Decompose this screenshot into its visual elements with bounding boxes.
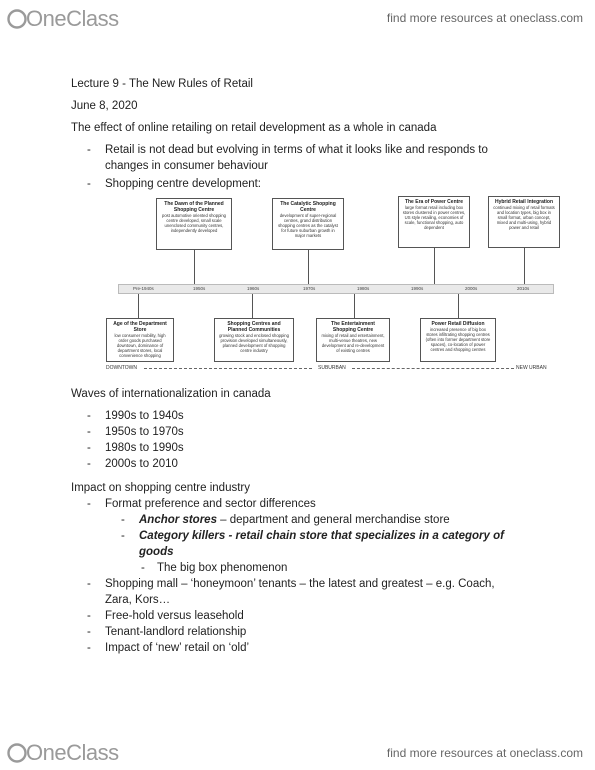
brand-name: OneClass bbox=[26, 740, 119, 765]
dash-bullet: - bbox=[87, 626, 91, 638]
diagram-box bbox=[316, 318, 390, 362]
oneclass-logo-icon bbox=[6, 742, 28, 764]
timeline-label: 1990s bbox=[411, 286, 424, 291]
dash-bullet: - bbox=[87, 144, 91, 156]
connector-line bbox=[138, 294, 139, 318]
axis-label-downtown: DOWNTOWN bbox=[106, 365, 138, 371]
box-body: continued mixing of retail formats and location types, big box in small format, urban concept, mixed and multi-using, hybrid power and retail bbox=[493, 205, 555, 230]
list-item bbox=[71, 440, 571, 456]
section-heading: Impact on shopping centre industry bbox=[71, 482, 250, 494]
oneclass-logo[interactable] bbox=[6, 6, 119, 32]
diagram-box bbox=[214, 318, 294, 362]
list-item-text: 1980s to 1990s bbox=[105, 442, 184, 454]
dash-bullet: - bbox=[87, 178, 91, 190]
list-item-text: Tenant-landlord relationship bbox=[105, 626, 247, 638]
dash-bullet: - bbox=[121, 514, 125, 526]
axis-dashed-line bbox=[352, 368, 514, 369]
list-item bbox=[71, 528, 571, 560]
dash-bullet: - bbox=[121, 530, 125, 542]
axis-dashed-line bbox=[144, 368, 312, 369]
waves-list bbox=[71, 408, 571, 472]
diagram-box bbox=[156, 198, 232, 250]
box-title: Shopping Centres and Planned Communities bbox=[227, 321, 281, 333]
diagram-box bbox=[272, 198, 344, 250]
axis-label-suburban: SUBURBAN bbox=[318, 365, 346, 371]
box-title: Hybrid Retail Integration bbox=[494, 199, 554, 205]
timeline-label: 1960s bbox=[247, 286, 260, 291]
dash-bullet: - bbox=[87, 578, 91, 590]
list-item-text: Zara, Kors… bbox=[105, 594, 171, 606]
box-title: Age of the Department Store bbox=[113, 321, 167, 333]
term-category-killers-cont: goods bbox=[139, 546, 174, 558]
connector-line bbox=[194, 250, 195, 284]
list-item bbox=[71, 560, 571, 576]
box-body: large format retail including box stores clustered in power centres, US style retailing, economies of scale, functional shopping, auto dependent bbox=[402, 205, 466, 230]
timeline-label: Pre-1940s bbox=[133, 286, 154, 291]
shopping-centre-timeline-diagram bbox=[102, 188, 562, 376]
box-title: The Catalytic Shopping Centre bbox=[280, 201, 336, 213]
timeline-label: 1980s bbox=[357, 286, 370, 291]
list-item-text: Impact of ‘new’ retail on ‘old’ bbox=[105, 642, 250, 654]
connector-line bbox=[458, 294, 459, 318]
dash-bullet: - bbox=[141, 562, 145, 574]
term-anchor-stores: Anchor stores bbox=[139, 514, 217, 526]
box-title: The Era of Power Centre bbox=[404, 199, 464, 205]
list-item-text: 2000s to 2010 bbox=[105, 458, 178, 470]
timeline-label: 2000s bbox=[465, 286, 478, 291]
list-item-text: 1950s to 1970s bbox=[105, 426, 184, 438]
list-item bbox=[71, 142, 571, 174]
lecture-title: Lecture 9 - The New Rules of Retail bbox=[71, 78, 253, 90]
connector-line bbox=[434, 248, 435, 284]
section-heading: Waves of internationalization in canada bbox=[71, 388, 271, 400]
axis-label-new-urban: NEW URBAN bbox=[516, 365, 547, 371]
box-body: growing stock and enclosed shopping provision developed simultaneously, planned development of shopping centre industry bbox=[219, 333, 289, 353]
diagram-box bbox=[420, 318, 496, 362]
dash-bullet: - bbox=[87, 498, 91, 510]
list-item-text: Shopping centre development: bbox=[105, 178, 261, 190]
dash-bullet: - bbox=[87, 442, 91, 454]
timeline-label: 1950s bbox=[193, 286, 206, 291]
list-item-text: Free-hold versus leasehold bbox=[105, 610, 244, 622]
diagram-box bbox=[106, 318, 174, 362]
list-item-text: Shopping mall – ‘honeymoon’ tenants – the latest and greatest – e.g. Coach, bbox=[105, 578, 495, 590]
dash-bullet: - bbox=[87, 426, 91, 438]
document-body bbox=[71, 76, 571, 192]
diagram-box bbox=[398, 196, 470, 248]
dash-bullet: - bbox=[87, 410, 91, 422]
list-item bbox=[71, 456, 571, 472]
timeline-label: 1970s bbox=[303, 286, 316, 291]
list-item-text: 1990s to 1940s bbox=[105, 410, 184, 422]
document-body-lower bbox=[71, 386, 571, 656]
box-body: post automotive oriented shopping centre developed, small scale unenclosed community centres, independently developed bbox=[161, 213, 227, 233]
diagram-box bbox=[488, 196, 560, 248]
page-footer bbox=[0, 736, 595, 770]
box-title: The Dawn of the Planned Shopping Centre bbox=[164, 201, 224, 213]
page-header bbox=[0, 0, 595, 36]
list-item bbox=[71, 408, 571, 424]
connector-line bbox=[524, 248, 525, 284]
brand-name: OneClass bbox=[26, 6, 119, 31]
list-item-text: changes in consumer behaviour bbox=[105, 160, 269, 172]
lecture-date: June 8, 2020 bbox=[71, 100, 138, 112]
connector-line bbox=[252, 294, 253, 318]
connector-line bbox=[308, 250, 309, 284]
list-item bbox=[71, 640, 571, 656]
box-body: increased presence of big box stores infiltrating shopping centres (often into former department store spaces), co-location of power centres and shopping centres bbox=[425, 327, 491, 352]
box-title: The Entertainment Shopping Centre bbox=[331, 321, 375, 333]
connector-line bbox=[354, 294, 355, 318]
box-title: Power Retail Diffusion bbox=[431, 321, 485, 327]
list-item-text: The big box phenomenon bbox=[157, 562, 288, 574]
oneclass-logo-icon bbox=[6, 8, 28, 30]
list-item bbox=[71, 496, 571, 512]
list-item bbox=[71, 424, 571, 440]
term-category-killers: Category killers - retail chain store that specializes in a category of bbox=[139, 530, 504, 542]
dash-bullet: - bbox=[87, 458, 91, 470]
list-item bbox=[71, 608, 571, 624]
oneclass-logo[interactable] bbox=[6, 740, 119, 766]
list-item-text: Format preference and sector differences bbox=[105, 498, 316, 510]
box-body: mixing of retail and entertainment, multi-venue theatres, new development and re-development of existing centres bbox=[321, 333, 385, 353]
box-body: low consumer mobility, high order goods purchased downtown, dominance of department stores, local convenience shopping bbox=[114, 333, 166, 358]
dash-bullet: - bbox=[87, 642, 91, 654]
timeline-bar bbox=[118, 284, 554, 294]
list-item-text: – department and general merchandise store bbox=[216, 514, 450, 526]
dash-bullet: - bbox=[87, 610, 91, 622]
list-item bbox=[71, 576, 571, 608]
box-body: development of super-regional centres, grand distribution shopping centres as the catalyst for future suburban growth in major markets bbox=[278, 213, 338, 238]
list-item-text: Retail is not dead but evolving in terms of what it looks like and responds to bbox=[105, 144, 488, 156]
list-item bbox=[71, 512, 571, 528]
list-item bbox=[71, 624, 571, 640]
section-heading: The effect of online retailing on retail development as a whole in canada bbox=[71, 122, 437, 134]
resources-link[interactable]: find more resources at oneclass.com bbox=[386, 746, 583, 760]
resources-link[interactable]: find more resources at oneclass.com bbox=[386, 11, 583, 25]
timeline-label: 2010s bbox=[517, 286, 530, 291]
